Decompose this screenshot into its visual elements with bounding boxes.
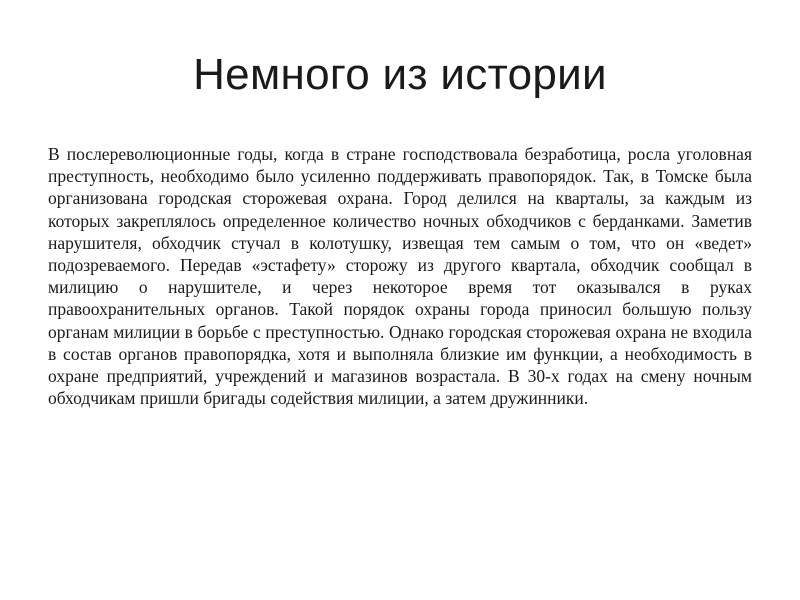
slide-body-text: В послереволюционные годы, когда в стране господствовала безработица, росла уголовная преступность, необходимо было усиленно поддерживать правопорядок. Так, в Томске была организована городская сторожевая охрана. Город делился на кварталы, за каждым из которых закреплялось определенное количество ночных обходчиков с берданками. Заметив нарушителя, обходчик стучал в колотушку, извещая тем самым о том, что он «ведет» подозреваемого. Передав «эстафету» сторожу из другого квартала, обходчик сообщал в милицию о нарушителе, и через некоторое время тот оказывался в руках правоохранительных органов. Такой порядок охраны города приносил большую пользу органам милиции в борьбе с преступностью. Однако городская сторожевая охрана не входила в состав органов правопорядка, хотя и выполняла близкие им функции, а необходимость в охране предприятий, учреждений и магазинов возрастала. В 30-х годах на смену ночным обходчикам пришли бригады содействия милиции, а затем дружинники. bbox=[48, 144, 752, 409]
slide-title: Немного из истории bbox=[193, 50, 607, 99]
